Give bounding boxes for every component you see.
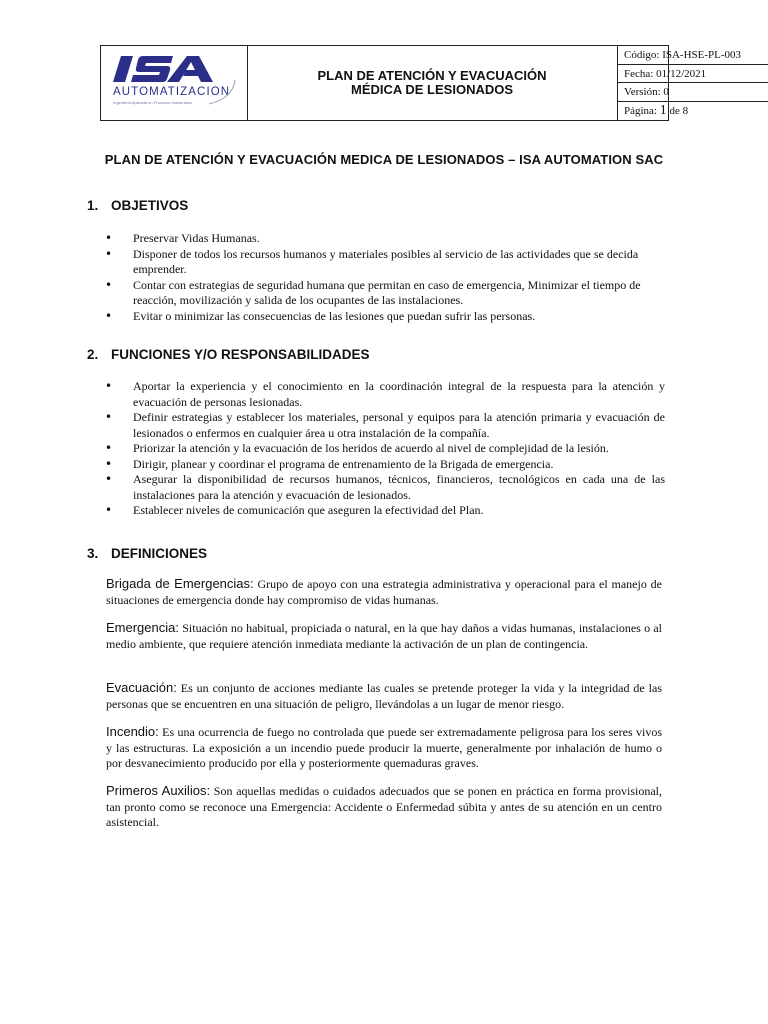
definition-brigada: Brigada de Emergencias: Grupo de apoyo con una estrategia administrativa y operacional para el manejo de situaciones de emergencia donde hay compromiso de vidas humanas. (106, 576, 662, 607)
list-item: • Dirigir, planear y coordinar el programa de entrenamiento de la Brigada de emergencia. (105, 457, 665, 473)
list-item: • Evitar o minimizar las consecuencias de las lesiones que puedan sufrir las personas. (105, 309, 665, 325)
list-item: • Contar con estrategias de seguridad humana que permitan en caso de emergencia, Minimizar el tiempo de reacción, movilización y salida de los ocupantes de las instalaciones. (105, 278, 665, 309)
document-title-cell (247, 46, 618, 120)
definition-primeros-auxilios: Primeros Auxilios: Son aquellas medidas o cuidados adecuados que se ponen en práctica en forma provisional, tan pronto como se reconoce una Emergencia: Accidente o Enfermedad súbita y antes de su atención en un centro asistencial. (106, 783, 663, 829)
funciones-list (105, 379, 665, 519)
document-version: Versión: 0 (618, 83, 768, 102)
document-date: Fecha: 01/12/2021 (618, 65, 768, 84)
company-logo (101, 46, 248, 120)
list-item: • Priorizar la atención y la evacuación de los heridos de acuerdo al nivel de complejidad de la lesión. (105, 441, 665, 457)
list-item: • Asegurar la disponibilidad de recursos humanos, técnicos, financieros, tecnológicos en cada una de las instalaciones para la atención y evacuación de lesionados. (105, 472, 665, 503)
list-item: • Aportar la experiencia y el conocimiento en la coordinación integral de la respuesta para la atención y evacuación de personas lesionadas. (105, 379, 665, 410)
main-title: PLAN DE ATENCIÓN Y EVACUACIÓN MEDICA DE LESIONADOS – ISA AUTOMATION SAC (104, 152, 664, 167)
document-code: Código: ISA-HSE-PL-003 (618, 46, 768, 65)
section-heading-funciones: 2. FUNCIONES Y/O RESPONSABILIDADES (87, 347, 370, 362)
section-heading-objetivos: 1. OBJETIVOS (87, 198, 189, 213)
list-item: • Definir estrategias y establecer los materiales, personal y equipos para la atención primaria y evacuación de lesionados o enfermos en cualquier área u otra instalación de la compañía. (105, 410, 665, 441)
document-header-table (100, 45, 742, 121)
document-meta (618, 46, 768, 120)
list-item: • Disponer de todos los recursos humanos y materiales posibles al servicio de las actividades que se decida emprender. (105, 247, 665, 278)
objetivos-list (105, 231, 665, 324)
document-title-line1: PLAN DE ATENCIÓN Y EVACUACIÓN (317, 68, 547, 83)
definition-incendio: Incendio: Es una ocurrencia de fuego no controlada que puede ser extremadamente peligrosa para los seres vivos y las estructuras. La exposición a un incendio puede producir la muerte, generalmente por inhalación de humo o por desvanecimiento producido por ella y posteriormente quemaduras graves. (106, 724, 662, 770)
definition-evacuacion: Evacuación: Es un conjunto de acciones mediante las cuales se pretende proteger la vida y la integridad de las personas que se encuentren en una situación de peligro, llevándolas a un lugar de menor riesgo. (106, 680, 662, 711)
document-page-number: Página: 1 de 8 (624, 102, 689, 118)
definition-emergencia: Emergencia: Situación no habitual, propiciada o natural, en la que hay daños a vidas humanas, instalaciones o al medio ambiente, que requiere atención inmediata mediante la activación de un plan de contingencia. (106, 620, 662, 651)
svg-text:AUTOMATIZACION: AUTOMATIZACION (113, 86, 231, 98)
isa-logo-icon (109, 50, 241, 116)
document-title-line2: MÉDICA DE LESIONADOS (350, 82, 514, 97)
svg-text:Ingeniería Aplicada en Proceso: Ingeniería Aplicada en Procesos Industriales (113, 100, 192, 105)
list-item: • Preservar Vidas Humanas. (105, 231, 665, 247)
list-item: • Establecer niveles de comunicación que aseguren la efectividad del Plan. (105, 503, 665, 519)
section-heading-definiciones: 3. DEFINICIONES (87, 546, 208, 561)
